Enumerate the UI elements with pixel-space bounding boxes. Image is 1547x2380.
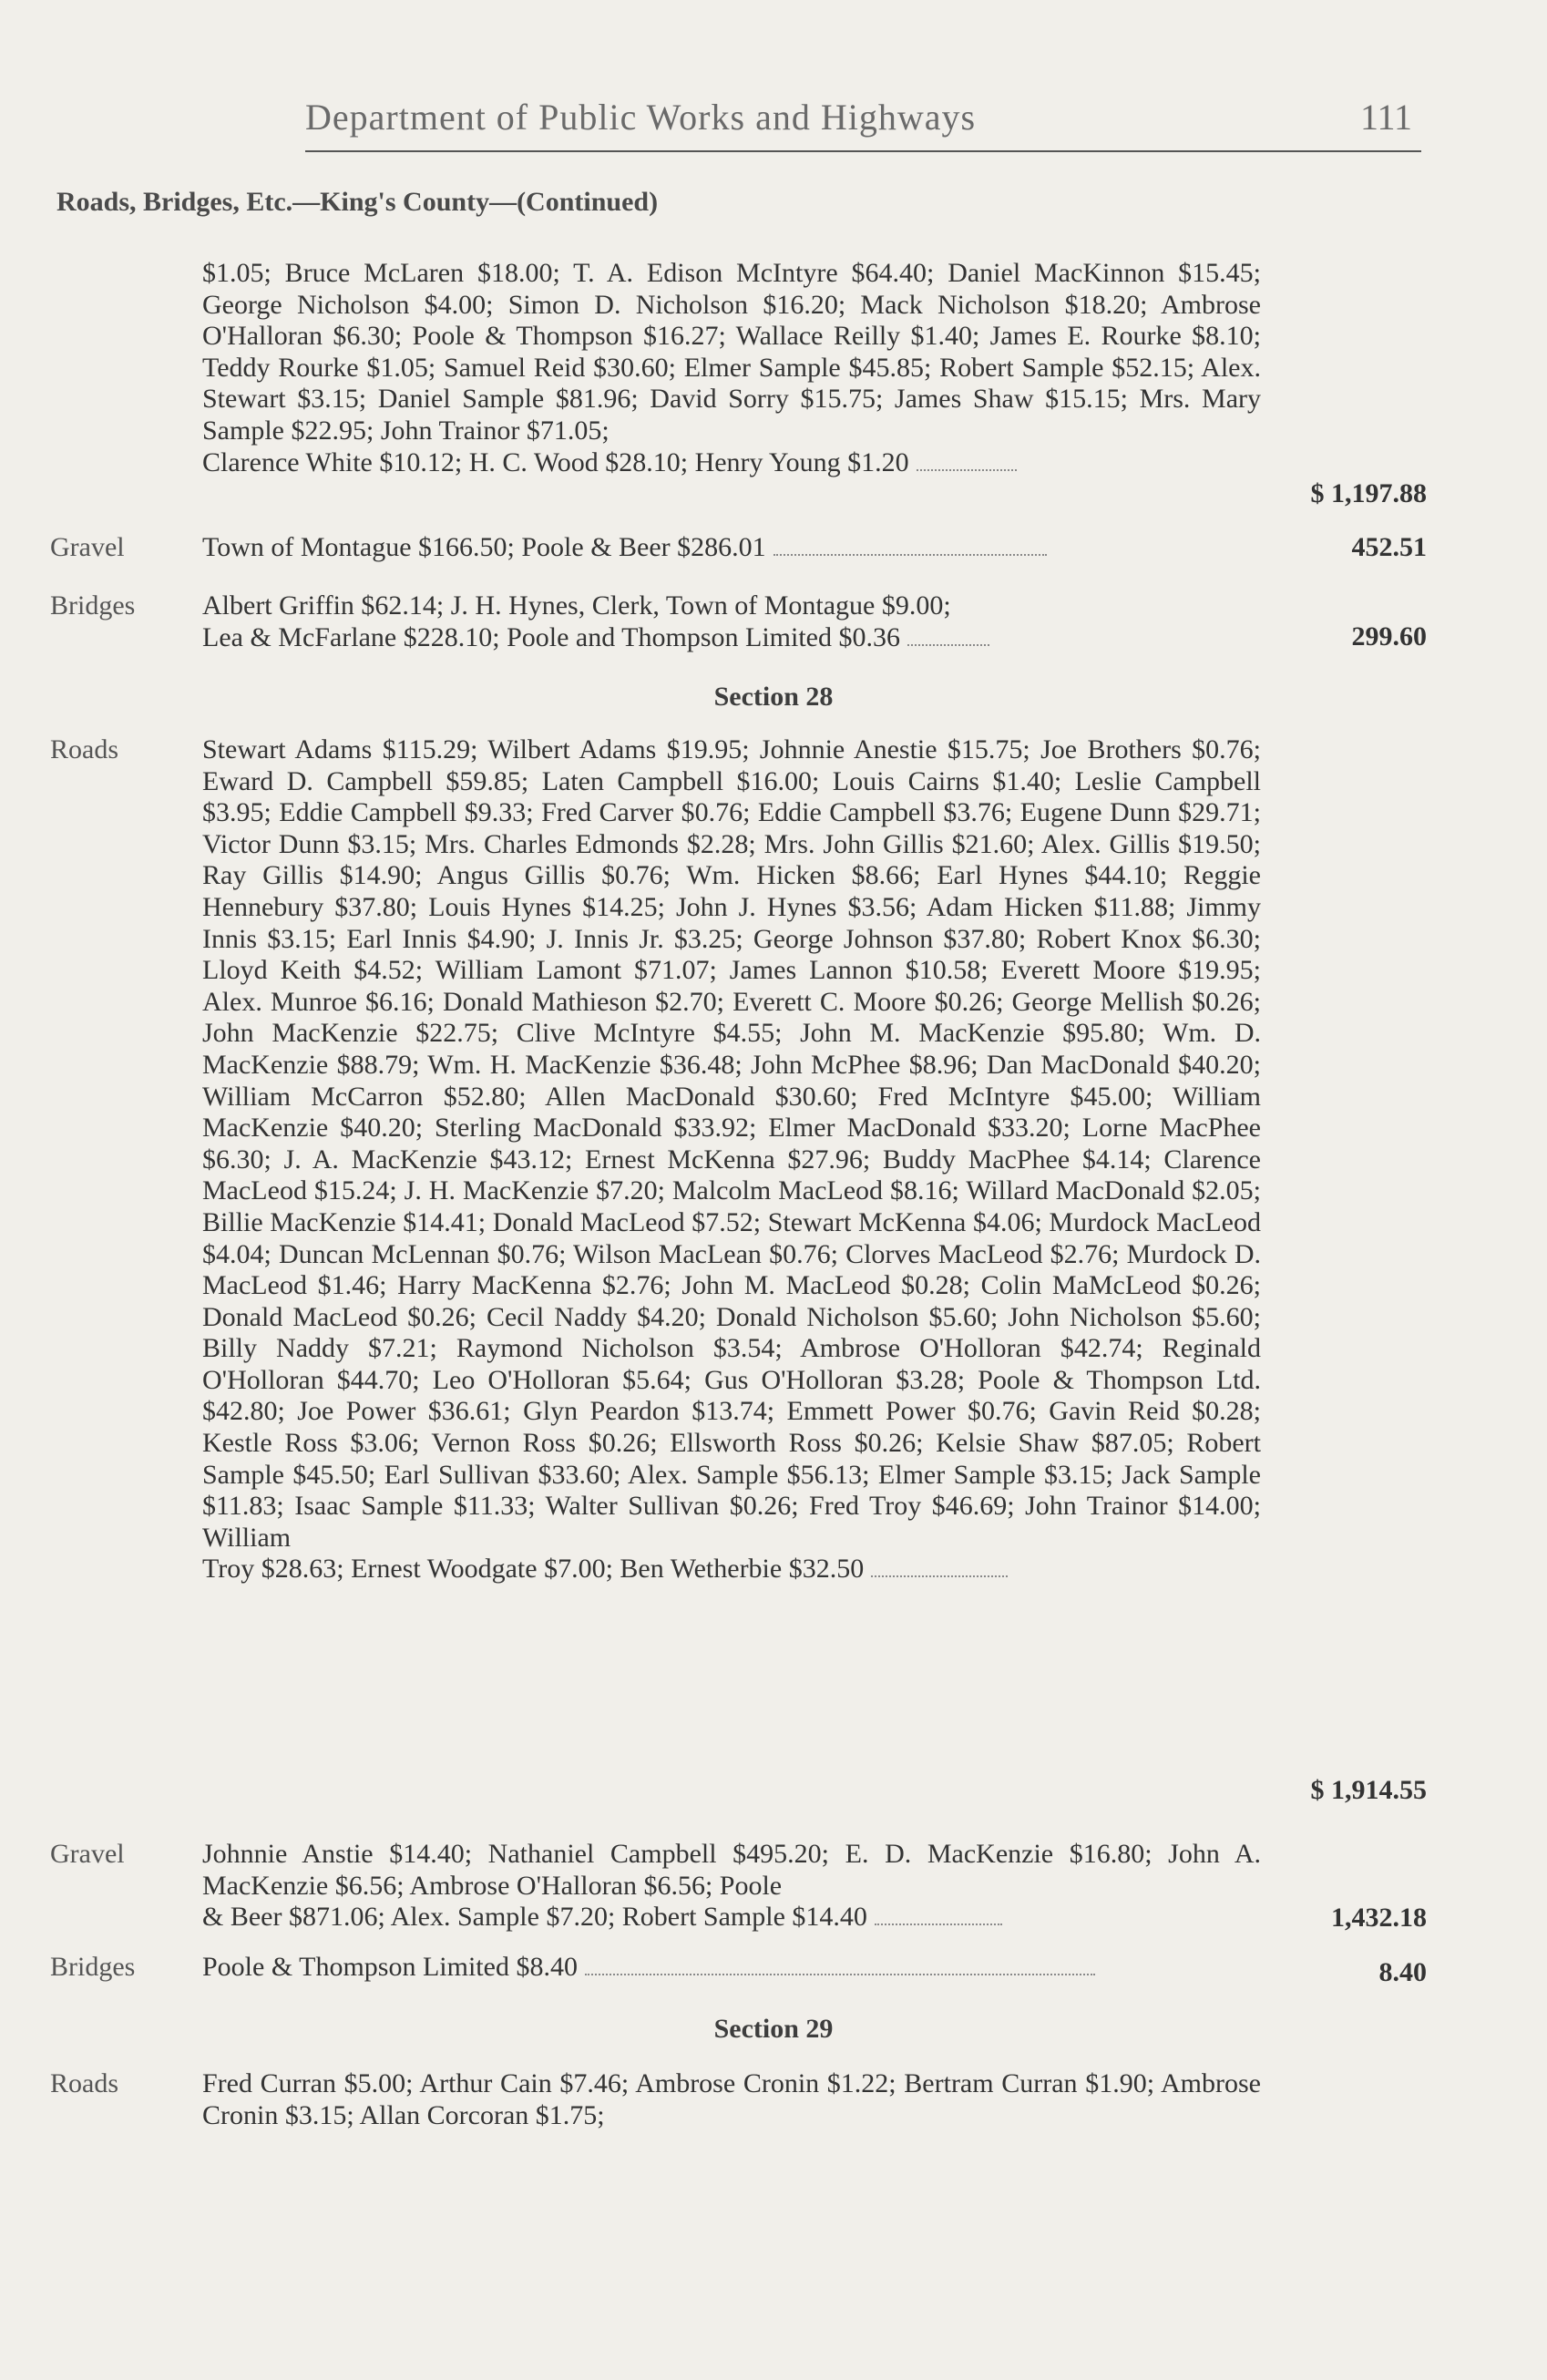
entry-category: Gravel — [50, 532, 125, 562]
entry-last-line — [202, 622, 1261, 654]
entry-amount: $ 1,914.55 — [1310, 1775, 1427, 1805]
entry-category: Bridges — [50, 590, 136, 621]
entry-last-line — [202, 1902, 1261, 1934]
entry-amount: 8.40 — [1378, 1957, 1427, 1987]
entry-text — [202, 1839, 1261, 1934]
entry-text-body: Johnnie Anstie $14.40; Nathaniel Campbell $495.20; E. D. MacKenzie $16.80; John A. MacKenzie $6.56; Ambrose O'Halloran $6.56; Poole — [202, 1839, 1261, 1901]
entry-last-line-text: Town of Montague $166.50; Poole & Beer $286.01 — [202, 532, 766, 562]
entry-category: Gravel — [50, 1839, 125, 1869]
entry-category: Roads — [50, 2068, 118, 2098]
section-heading: Roads, Bridges, Etc.—King's County—(Continued) — [56, 187, 659, 217]
entry-last-line — [202, 1554, 1261, 1585]
leader-dots — [907, 644, 989, 646]
entry-category: Bridges — [50, 1952, 136, 1982]
leader-dots — [875, 1923, 1002, 1925]
leader-dots — [585, 1974, 1095, 1975]
entry-text — [202, 734, 1261, 1585]
page-number: 111 — [1359, 97, 1412, 138]
leader-dots — [774, 554, 1047, 556]
entry-last-line — [202, 532, 1261, 564]
entry-last-line-text: Troy $28.63; Ernest Woodgate $7.00; Ben Wetherbie $32.50 — [202, 1554, 865, 1585]
entry-last-line — [202, 1952, 1261, 1984]
entry-category: Roads — [50, 734, 118, 764]
entry-text-body: $1.05; Bruce McLaren $18.00; T. A. Edison McIntyre $64.40; Daniel MacKinnon $15.45; George Nicholson $4.00; Simon D. Nicholson $16.20; Mack Nicholson $18.20; Ambrose O'Halloran $6.30; Poole & Thompson $16.27; Wallace Reilly $1.40; James E. Rourke $8.10; Teddy Rourke $1.05; Samuel Reid $30.60; Elmer Sample $45.85; Robert Sample $52.15; Alex. Stewart $3.15; Daniel Sample $81.96; David Sorry $15.75; James Shaw $15.15; Mrs. Mary Sample $22.95; John Trainor $71.05; — [202, 258, 1261, 446]
section-29-title: Section 29 — [713, 2014, 834, 2044]
entry-amount: 1,432.18 — [1331, 1903, 1427, 1933]
entry-text — [202, 532, 1261, 564]
entry-text-body: Stewart Adams $115.29; Wilbert Adams $19.95; Johnnie Anestie $15.75; Joe Brothers $0.76; Eward D. Campbell $59.85; Laten Campbell $16.00; Louis Cairns $1.40; Leslie Campbell $3.95; Eddie Campbell $9.33; Fred Carver $0.76; Eddie Campbell $3.76; Eugene Dunn $29.71; Victor Dunn $3.15; Mrs. Charles Edmonds $2.28; Mrs. John Gillis $21.60; Alex. Gillis $19.50; Ray Gillis $14.90; Angus Gillis $0.76; Wm. Hicken $8.66; Earl Hynes $44.10; Reggie Hennebury $37.80; Louis Hynes $14.25; John J. Hynes $3.56; Adam Hicken $11.88; Jimmy Innis $3.15; Earl Innis $4.90; J. Innis Jr. $3.25; George Johnson $37.80; Robert Knox $6.30; Lloyd Keith $4.52; William Lamont $71.07; James Lannon $10.58; Everett Moore $19.95; Alex. Munroe $6.16; Donald Mathieson $2.70; Everett C. Moore $0.26; George Mellish $0.26; John MacKenzie $22.75; Clive McIntyre $4.55; John M. MacKenzie $95.80; Wm. D. MacKenzie $88.79; Wm. H. MacKenzie $36.48; John McPhee $8.96; Dan MacDonald $40.20; William McCarron $52.80; Allen MacDonald $30.60; Fred McIntyre $45.00; William MacKenzie $40.20; Sterling MacDonald $33.92; Elmer MacDonald $33.20; Lorne MacPhee $6.30; J. A. MacKenzie $43.12; Ernest McKenna $27.96; Buddy MacPhee $4.14; Clarence MacLeod $15.24; J. H. MacKenzie $7.20; Malcolm MacLeod $8.16; Willard MacDonald $2.05; Billie MacKenzie $14.41; Donald MacLeod $7.52; Stewart McKenna $4.06; Murdock MacLeod $4.04; Duncan McLennan $0.76; Wilson MacLean $0.76; Clorves MacLeod $2.76; Murdock D. MacLeod $1.46; Harry MacKenna $2.76; John M. MacLeod $0.28; Colin MaMcLeod $0.26; Donald MacLeod $0.26; Cecil Naddy $4.20; Donald Nicholson $5.60; John Nicholson $5.60; Billy Naddy $7.21; Raymond Nicholson $3.54; Ambrose O'Holloran $42.74; Reginald O'Holloran $44.70; Leo O'Holloran $5.64; Gus O'Holloran $3.28; Poole & Thompson Ltd. $42.80; Joe Power $36.61; Glyn Peardon $13.74; Emmett Power $0.76; Gavin Reid $0.28; Kestle Ross $3.06; Vernon Ross $0.26; Ellsworth Ross $0.26; Kelsie Shaw $87.05; Robert Sample $45.50; Earl Sullivan $33.60; Alex. Sample $56.13; Elmer Sample $3.15; Jack Sample $11.83; Isaac Sample $11.33; Walter Sullivan $0.26; Fred Troy $46.69; John Trainor $14.00; William — [202, 734, 1261, 1553]
leader-dots — [871, 1575, 1008, 1577]
entry-amount: 452.51 — [1351, 532, 1427, 562]
entry-text — [202, 590, 1261, 653]
page-header — [305, 96, 1421, 152]
entry-text-body: Fred Curran $5.00; Arthur Cain $7.46; Ambrose Cronin $1.22; Bertram Curran $1.90; Ambrose Cronin $3.15; Allan Corcoran $1.75; — [202, 2068, 1261, 2130]
entry-text — [202, 1952, 1261, 1984]
entry-last-line-text: Clarence White $10.12; H. C. Wood $28.10; Henry Young $1.20 — [202, 446, 909, 477]
entry-last-line — [202, 447, 1261, 479]
entry-amount: 299.60 — [1351, 621, 1427, 651]
running-title: Department of Public Works and Highways — [305, 97, 977, 138]
entry-text — [202, 258, 1261, 478]
entry-amount: $ 1,197.88 — [1310, 478, 1427, 508]
section-28-title: Section 28 — [713, 682, 834, 712]
entry-text-body: Albert Griffin $62.14; J. H. Hynes, Clerk, Town of Montague $9.00; — [202, 590, 951, 621]
entry-text — [202, 2068, 1261, 2131]
entry-last-line-text: Lea & McFarlane $228.10; Poole and Thompson Limited $0.36 — [202, 621, 900, 652]
entry-last-line-text: Poole & Thompson Limited $8.40 — [202, 1952, 578, 1982]
leader-dots — [917, 469, 1017, 471]
entry-last-line-text: & Beer $871.06; Alex. Sample $7.20; Robert Sample $14.40 — [202, 1902, 867, 1933]
